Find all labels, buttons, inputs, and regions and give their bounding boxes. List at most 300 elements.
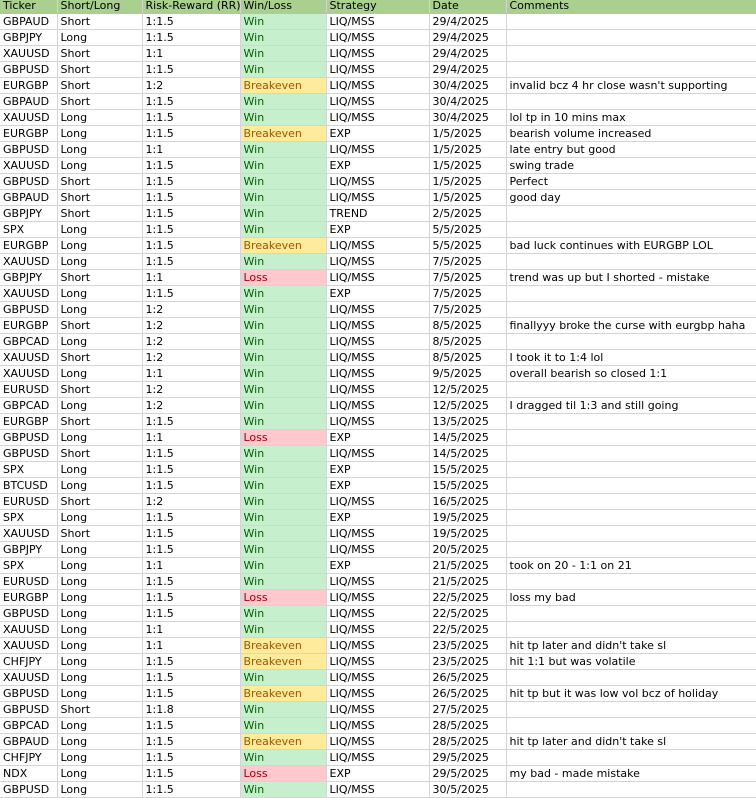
cell-short-long[interactable]: Short bbox=[57, 381, 142, 397]
cell-ticker[interactable]: GBPJPY bbox=[0, 541, 57, 557]
cell-risk-reward[interactable]: 1:1.5 bbox=[142, 285, 240, 301]
cell-date[interactable]: 21/5/2025 bbox=[429, 573, 506, 589]
cell-risk-reward[interactable]: 1:1.5 bbox=[142, 573, 240, 589]
cell-risk-reward[interactable]: 1:1.5 bbox=[142, 221, 240, 237]
cell-comment[interactable] bbox=[506, 461, 756, 477]
cell-risk-reward[interactable]: 1:1.5 bbox=[142, 109, 240, 125]
cell-win-loss[interactable]: Loss bbox=[240, 589, 326, 605]
cell-ticker[interactable]: GBPUSD bbox=[0, 173, 57, 189]
cell-date[interactable]: 23/5/2025 bbox=[429, 653, 506, 669]
cell-short-long[interactable]: Long bbox=[57, 653, 142, 669]
cell-risk-reward[interactable]: 1:2 bbox=[142, 397, 240, 413]
cell-date[interactable]: 2/5/2025 bbox=[429, 205, 506, 221]
cell-short-long[interactable]: Long bbox=[57, 461, 142, 477]
cell-ticker[interactable]: EURGBP bbox=[0, 77, 57, 93]
cell-comment[interactable]: finallyyy broke the curse with eurgbp haha bbox=[506, 317, 756, 333]
cell-short-long[interactable]: Short bbox=[57, 205, 142, 221]
cell-comment[interactable] bbox=[506, 541, 756, 557]
cell-date[interactable]: 1/5/2025 bbox=[429, 125, 506, 141]
cell-win-loss[interactable]: Breakeven bbox=[240, 653, 326, 669]
cell-comment[interactable] bbox=[506, 701, 756, 717]
cell-ticker[interactable]: SPX bbox=[0, 221, 57, 237]
cell-comment[interactable] bbox=[506, 445, 756, 461]
cell-date[interactable]: 26/5/2025 bbox=[429, 669, 506, 685]
cell-short-long[interactable]: Short bbox=[57, 349, 142, 365]
cell-date[interactable]: 7/5/2025 bbox=[429, 253, 506, 269]
cell-win-loss[interactable]: Loss bbox=[240, 429, 326, 445]
cell-win-loss[interactable]: Win bbox=[240, 285, 326, 301]
cell-win-loss[interactable]: Win bbox=[240, 781, 326, 797]
cell-risk-reward[interactable]: 1:2 bbox=[142, 381, 240, 397]
cell-win-loss[interactable]: Win bbox=[240, 301, 326, 317]
cell-short-long[interactable]: Long bbox=[57, 285, 142, 301]
cell-ticker[interactable]: GBPUSD bbox=[0, 605, 57, 621]
cell-date[interactable]: 26/5/2025 bbox=[429, 685, 506, 701]
cell-win-loss[interactable]: Loss bbox=[240, 269, 326, 285]
cell-short-long[interactable]: Long bbox=[57, 717, 142, 733]
cell-ticker[interactable]: GBPCAD bbox=[0, 717, 57, 733]
cell-ticker[interactable]: XAUUSD bbox=[0, 365, 57, 381]
cell-risk-reward[interactable]: 1:1 bbox=[142, 637, 240, 653]
cell-risk-reward[interactable]: 1:1 bbox=[142, 45, 240, 61]
cell-short-long[interactable]: Short bbox=[57, 45, 142, 61]
cell-risk-reward[interactable]: 1:2 bbox=[142, 301, 240, 317]
cell-ticker[interactable]: EURGBP bbox=[0, 589, 57, 605]
cell-win-loss[interactable]: Win bbox=[240, 621, 326, 637]
cell-date[interactable]: 22/5/2025 bbox=[429, 605, 506, 621]
cell-ticker[interactable]: GBPCAD bbox=[0, 397, 57, 413]
cell-comment[interactable] bbox=[506, 605, 756, 621]
cell-risk-reward[interactable]: 1:1.8 bbox=[142, 701, 240, 717]
cell-strategy[interactable]: LIQ/MSS bbox=[326, 525, 429, 541]
cell-date[interactable]: 14/5/2025 bbox=[429, 429, 506, 445]
cell-ticker[interactable]: GBPUSD bbox=[0, 445, 57, 461]
cell-strategy[interactable]: LIQ/MSS bbox=[326, 61, 429, 77]
cell-ticker[interactable]: NDX bbox=[0, 765, 57, 781]
cell-risk-reward[interactable]: 1:1.5 bbox=[142, 477, 240, 493]
cell-short-long[interactable]: Short bbox=[57, 317, 142, 333]
cell-ticker[interactable]: SPX bbox=[0, 461, 57, 477]
cell-risk-reward[interactable]: 1:1.5 bbox=[142, 589, 240, 605]
cell-comment[interactable] bbox=[506, 781, 756, 797]
cell-risk-reward[interactable]: 1:2 bbox=[142, 333, 240, 349]
cell-win-loss[interactable]: Win bbox=[240, 461, 326, 477]
cell-strategy[interactable]: LIQ/MSS bbox=[326, 397, 429, 413]
cell-strategy[interactable]: LIQ/MSS bbox=[326, 733, 429, 749]
cell-comment[interactable] bbox=[506, 573, 756, 589]
cell-short-long[interactable]: Long bbox=[57, 669, 142, 685]
cell-comment[interactable]: hit 1:1 but was volatile bbox=[506, 653, 756, 669]
cell-comment[interactable]: I took it to 1:4 lol bbox=[506, 349, 756, 365]
cell-comment[interactable]: bad luck continues with EURGBP LOL bbox=[506, 237, 756, 253]
cell-ticker[interactable]: GBPJPY bbox=[0, 29, 57, 45]
cell-date[interactable]: 29/4/2025 bbox=[429, 61, 506, 77]
cell-strategy[interactable]: EXP bbox=[326, 221, 429, 237]
cell-risk-reward[interactable]: 1:1.5 bbox=[142, 669, 240, 685]
cell-comment[interactable] bbox=[506, 333, 756, 349]
cell-short-long[interactable]: Short bbox=[57, 93, 142, 109]
cell-comment[interactable]: late entry but good bbox=[506, 141, 756, 157]
cell-risk-reward[interactable]: 1:1.5 bbox=[142, 173, 240, 189]
cell-ticker[interactable]: GBPAUD bbox=[0, 189, 57, 205]
cell-ticker[interactable]: GBPUSD bbox=[0, 141, 57, 157]
cell-risk-reward[interactable]: 1:1.5 bbox=[142, 205, 240, 221]
cell-date[interactable]: 5/5/2025 bbox=[429, 237, 506, 253]
cell-win-loss[interactable]: Win bbox=[240, 605, 326, 621]
cell-strategy[interactable]: LIQ/MSS bbox=[326, 653, 429, 669]
cell-comment[interactable]: swing trade bbox=[506, 157, 756, 173]
cell-ticker[interactable]: EURGBP bbox=[0, 237, 57, 253]
cell-date[interactable]: 7/5/2025 bbox=[429, 301, 506, 317]
cell-strategy[interactable]: LIQ/MSS bbox=[326, 29, 429, 45]
cell-date[interactable]: 22/5/2025 bbox=[429, 621, 506, 637]
cell-win-loss[interactable]: Win bbox=[240, 669, 326, 685]
cell-comment[interactable]: overall bearish so closed 1:1 bbox=[506, 365, 756, 381]
cell-short-long[interactable]: Short bbox=[57, 189, 142, 205]
cell-date[interactable]: 23/5/2025 bbox=[429, 637, 506, 653]
cell-risk-reward[interactable]: 1:2 bbox=[142, 349, 240, 365]
cell-date[interactable]: 15/5/2025 bbox=[429, 461, 506, 477]
header-risk-reward[interactable]: Risk-Reward (RR) bbox=[142, 0, 240, 13]
cell-ticker[interactable]: SPX bbox=[0, 557, 57, 573]
cell-risk-reward[interactable]: 1:1.5 bbox=[142, 237, 240, 253]
cell-ticker[interactable]: GBPUSD bbox=[0, 61, 57, 77]
cell-comment[interactable] bbox=[506, 477, 756, 493]
cell-strategy[interactable]: LIQ/MSS bbox=[326, 317, 429, 333]
cell-date[interactable]: 29/4/2025 bbox=[429, 45, 506, 61]
cell-comment[interactable] bbox=[506, 509, 756, 525]
cell-win-loss[interactable]: Win bbox=[240, 61, 326, 77]
cell-win-loss[interactable]: Win bbox=[240, 557, 326, 573]
cell-date[interactable]: 28/5/2025 bbox=[429, 717, 506, 733]
cell-short-long[interactable]: Short bbox=[57, 173, 142, 189]
cell-comment[interactable]: hit tp later and didn't take sl bbox=[506, 733, 756, 749]
cell-short-long[interactable]: Long bbox=[57, 125, 142, 141]
cell-risk-reward[interactable]: 1:1 bbox=[142, 365, 240, 381]
cell-comment[interactable] bbox=[506, 493, 756, 509]
cell-ticker[interactable]: XAUUSD bbox=[0, 45, 57, 61]
header-date[interactable]: Date bbox=[429, 0, 506, 13]
cell-short-long[interactable]: Short bbox=[57, 269, 142, 285]
cell-comment[interactable]: invalid bcz 4 hr close wasn't supporting bbox=[506, 77, 756, 93]
cell-risk-reward[interactable]: 1:1 bbox=[142, 429, 240, 445]
cell-short-long[interactable]: Long bbox=[57, 477, 142, 493]
cell-comment[interactable]: I dragged til 1:3 and still going bbox=[506, 397, 756, 413]
cell-win-loss[interactable]: Breakeven bbox=[240, 125, 326, 141]
cell-risk-reward[interactable]: 1:1.5 bbox=[142, 685, 240, 701]
cell-date[interactable]: 30/5/2025 bbox=[429, 781, 506, 797]
cell-win-loss[interactable]: Win bbox=[240, 541, 326, 557]
cell-date[interactable]: 7/5/2025 bbox=[429, 285, 506, 301]
cell-win-loss[interactable]: Breakeven bbox=[240, 237, 326, 253]
cell-date[interactable]: 9/5/2025 bbox=[429, 365, 506, 381]
cell-short-long[interactable]: Long bbox=[57, 685, 142, 701]
cell-date[interactable]: 1/5/2025 bbox=[429, 189, 506, 205]
cell-date[interactable]: 16/5/2025 bbox=[429, 493, 506, 509]
cell-short-long[interactable]: Short bbox=[57, 13, 142, 29]
cell-date[interactable]: 30/4/2025 bbox=[429, 77, 506, 93]
cell-comment[interactable]: trend was up but I shorted - mistake bbox=[506, 269, 756, 285]
cell-risk-reward[interactable]: 1:1.5 bbox=[142, 605, 240, 621]
cell-win-loss[interactable]: Win bbox=[240, 397, 326, 413]
cell-risk-reward[interactable]: 1:1.5 bbox=[142, 29, 240, 45]
cell-comment[interactable] bbox=[506, 29, 756, 45]
cell-win-loss[interactable]: Win bbox=[240, 349, 326, 365]
header-strategy[interactable]: Strategy bbox=[326, 0, 429, 13]
cell-date[interactable]: 29/5/2025 bbox=[429, 765, 506, 781]
cell-risk-reward[interactable]: 1:1.5 bbox=[142, 717, 240, 733]
cell-ticker[interactable]: GBPAUD bbox=[0, 13, 57, 29]
cell-risk-reward[interactable]: 1:2 bbox=[142, 77, 240, 93]
cell-date[interactable]: 8/5/2025 bbox=[429, 317, 506, 333]
cell-strategy[interactable]: EXP bbox=[326, 285, 429, 301]
cell-strategy[interactable]: LIQ/MSS bbox=[326, 541, 429, 557]
cell-strategy[interactable]: LIQ/MSS bbox=[326, 589, 429, 605]
cell-date[interactable]: 29/4/2025 bbox=[429, 13, 506, 29]
cell-win-loss[interactable]: Breakeven bbox=[240, 637, 326, 653]
cell-short-long[interactable]: Long bbox=[57, 221, 142, 237]
cell-short-long[interactable]: Long bbox=[57, 749, 142, 765]
cell-ticker[interactable]: EURUSD bbox=[0, 573, 57, 589]
cell-short-long[interactable]: Long bbox=[57, 333, 142, 349]
cell-comment[interactable] bbox=[506, 525, 756, 541]
cell-date[interactable]: 19/5/2025 bbox=[429, 525, 506, 541]
cell-strategy[interactable]: LIQ/MSS bbox=[326, 13, 429, 29]
cell-date[interactable]: 8/5/2025 bbox=[429, 333, 506, 349]
cell-risk-reward[interactable]: 1:1.5 bbox=[142, 653, 240, 669]
cell-comment[interactable] bbox=[506, 13, 756, 29]
cell-date[interactable]: 30/4/2025 bbox=[429, 109, 506, 125]
cell-risk-reward[interactable]: 1:1.5 bbox=[142, 525, 240, 541]
header-win-loss[interactable]: Win/Loss bbox=[240, 0, 326, 13]
cell-strategy[interactable]: TREND bbox=[326, 205, 429, 221]
cell-strategy[interactable]: EXP bbox=[326, 509, 429, 525]
cell-short-long[interactable]: Long bbox=[57, 557, 142, 573]
cell-win-loss[interactable]: Win bbox=[240, 205, 326, 221]
cell-strategy[interactable]: LIQ/MSS bbox=[326, 93, 429, 109]
cell-date[interactable]: 30/4/2025 bbox=[429, 93, 506, 109]
cell-risk-reward[interactable]: 1:1.5 bbox=[142, 253, 240, 269]
cell-ticker[interactable]: GBPUSD bbox=[0, 301, 57, 317]
cell-strategy[interactable]: LIQ/MSS bbox=[326, 621, 429, 637]
cell-win-loss[interactable]: Win bbox=[240, 253, 326, 269]
cell-strategy[interactable]: LIQ/MSS bbox=[326, 605, 429, 621]
cell-date[interactable]: 1/5/2025 bbox=[429, 141, 506, 157]
cell-risk-reward[interactable]: 1:1.5 bbox=[142, 509, 240, 525]
cell-comment[interactable]: lol tp in 10 mins max bbox=[506, 109, 756, 125]
cell-risk-reward[interactable]: 1:1 bbox=[142, 141, 240, 157]
cell-strategy[interactable]: LIQ/MSS bbox=[326, 717, 429, 733]
cell-comment[interactable]: hit tp later and didn't take sl bbox=[506, 637, 756, 653]
cell-short-long[interactable]: Long bbox=[57, 781, 142, 797]
cell-strategy[interactable]: LIQ/MSS bbox=[326, 573, 429, 589]
cell-strategy[interactable]: EXP bbox=[326, 125, 429, 141]
cell-win-loss[interactable]: Win bbox=[240, 189, 326, 205]
cell-win-loss[interactable]: Win bbox=[240, 221, 326, 237]
cell-win-loss[interactable]: Win bbox=[240, 509, 326, 525]
cell-win-loss[interactable]: Win bbox=[240, 157, 326, 173]
cell-short-long[interactable]: Short bbox=[57, 77, 142, 93]
cell-short-long[interactable]: Long bbox=[57, 589, 142, 605]
cell-risk-reward[interactable]: 1:1.5 bbox=[142, 125, 240, 141]
cell-strategy[interactable]: LIQ/MSS bbox=[326, 349, 429, 365]
cell-win-loss[interactable]: Win bbox=[240, 93, 326, 109]
cell-comment[interactable] bbox=[506, 621, 756, 637]
cell-strategy[interactable]: EXP bbox=[326, 557, 429, 573]
cell-ticker[interactable]: XAUUSD bbox=[0, 525, 57, 541]
cell-date[interactable]: 20/5/2025 bbox=[429, 541, 506, 557]
cell-win-loss[interactable]: Win bbox=[240, 365, 326, 381]
cell-short-long[interactable]: Long bbox=[57, 573, 142, 589]
cell-strategy[interactable]: LIQ/MSS bbox=[326, 173, 429, 189]
cell-ticker[interactable]: GBPJPY bbox=[0, 269, 57, 285]
cell-ticker[interactable]: GBPUSD bbox=[0, 701, 57, 717]
cell-comment[interactable]: loss my bad bbox=[506, 589, 756, 605]
cell-ticker[interactable]: GBPJPY bbox=[0, 205, 57, 221]
cell-win-loss[interactable]: Win bbox=[240, 525, 326, 541]
cell-comment[interactable] bbox=[506, 413, 756, 429]
cell-comment[interactable] bbox=[506, 93, 756, 109]
cell-risk-reward[interactable]: 1:1.5 bbox=[142, 61, 240, 77]
cell-strategy[interactable]: LIQ/MSS bbox=[326, 701, 429, 717]
cell-strategy[interactable]: LIQ/MSS bbox=[326, 253, 429, 269]
cell-strategy[interactable]: LIQ/MSS bbox=[326, 77, 429, 93]
cell-ticker[interactable]: EURGBP bbox=[0, 125, 57, 141]
cell-short-long[interactable]: Long bbox=[57, 141, 142, 157]
cell-comment[interactable] bbox=[506, 205, 756, 221]
cell-short-long[interactable]: Short bbox=[57, 493, 142, 509]
cell-ticker[interactable]: XAUUSD bbox=[0, 253, 57, 269]
cell-win-loss[interactable]: Win bbox=[240, 749, 326, 765]
header-ticker[interactable]: Ticker bbox=[0, 0, 57, 13]
cell-ticker[interactable]: XAUUSD bbox=[0, 285, 57, 301]
cell-risk-reward[interactable]: 1:1 bbox=[142, 269, 240, 285]
cell-short-long[interactable]: Long bbox=[57, 509, 142, 525]
cell-risk-reward[interactable]: 1:1.5 bbox=[142, 157, 240, 173]
cell-risk-reward[interactable]: 1:1.5 bbox=[142, 749, 240, 765]
cell-date[interactable]: 27/5/2025 bbox=[429, 701, 506, 717]
cell-strategy[interactable]: LIQ/MSS bbox=[326, 493, 429, 509]
cell-win-loss[interactable]: Breakeven bbox=[240, 685, 326, 701]
cell-strategy[interactable]: LIQ/MSS bbox=[326, 45, 429, 61]
cell-win-loss[interactable]: Breakeven bbox=[240, 77, 326, 93]
cell-ticker[interactable]: BTCUSD bbox=[0, 477, 57, 493]
cell-short-long[interactable]: Long bbox=[57, 541, 142, 557]
cell-risk-reward[interactable]: 1:1.5 bbox=[142, 781, 240, 797]
cell-short-long[interactable]: Long bbox=[57, 765, 142, 781]
cell-strategy[interactable]: EXP bbox=[326, 477, 429, 493]
cell-short-long[interactable]: Long bbox=[57, 621, 142, 637]
cell-win-loss[interactable]: Win bbox=[240, 493, 326, 509]
cell-strategy[interactable]: EXP bbox=[326, 765, 429, 781]
cell-win-loss[interactable]: Win bbox=[240, 317, 326, 333]
cell-strategy[interactable]: LIQ/MSS bbox=[326, 413, 429, 429]
cell-short-long[interactable]: Long bbox=[57, 429, 142, 445]
cell-date[interactable]: 12/5/2025 bbox=[429, 397, 506, 413]
cell-comment[interactable]: took on 20 - 1:1 on 21 bbox=[506, 557, 756, 573]
cell-strategy[interactable]: EXP bbox=[326, 429, 429, 445]
cell-ticker[interactable]: EURGBP bbox=[0, 413, 57, 429]
cell-win-loss[interactable]: Win bbox=[240, 173, 326, 189]
cell-win-loss[interactable]: Win bbox=[240, 413, 326, 429]
cell-risk-reward[interactable]: 1:1 bbox=[142, 557, 240, 573]
cell-date[interactable]: 1/5/2025 bbox=[429, 173, 506, 189]
cell-comment[interactable] bbox=[506, 221, 756, 237]
cell-comment[interactable]: my bad - made mistake bbox=[506, 765, 756, 781]
cell-ticker[interactable]: GBPAUD bbox=[0, 93, 57, 109]
cell-risk-reward[interactable]: 1:1.5 bbox=[142, 445, 240, 461]
cell-date[interactable]: 15/5/2025 bbox=[429, 477, 506, 493]
cell-risk-reward[interactable]: 1:2 bbox=[142, 317, 240, 333]
cell-win-loss[interactable]: Win bbox=[240, 477, 326, 493]
cell-comment[interactable]: hit tp but it was low vol bcz of holiday bbox=[506, 685, 756, 701]
cell-ticker[interactable]: XAUUSD bbox=[0, 349, 57, 365]
cell-strategy[interactable]: LIQ/MSS bbox=[326, 333, 429, 349]
cell-strategy[interactable]: LIQ/MSS bbox=[326, 301, 429, 317]
cell-short-long[interactable]: Long bbox=[57, 301, 142, 317]
cell-comment[interactable] bbox=[506, 285, 756, 301]
cell-short-long[interactable]: Long bbox=[57, 109, 142, 125]
cell-win-loss[interactable]: Win bbox=[240, 13, 326, 29]
cell-short-long[interactable]: Long bbox=[57, 253, 142, 269]
cell-win-loss[interactable]: Win bbox=[240, 445, 326, 461]
cell-win-loss[interactable]: Win bbox=[240, 29, 326, 45]
cell-win-loss[interactable]: Win bbox=[240, 45, 326, 61]
cell-win-loss[interactable]: Win bbox=[240, 717, 326, 733]
cell-strategy[interactable]: LIQ/MSS bbox=[326, 237, 429, 253]
cell-strategy[interactable]: LIQ/MSS bbox=[326, 189, 429, 205]
cell-comment[interactable] bbox=[506, 717, 756, 733]
cell-date[interactable]: 28/5/2025 bbox=[429, 733, 506, 749]
cell-risk-reward[interactable]: 1:1.5 bbox=[142, 93, 240, 109]
cell-date[interactable]: 1/5/2025 bbox=[429, 157, 506, 173]
cell-short-long[interactable]: Long bbox=[57, 637, 142, 653]
cell-date[interactable]: 21/5/2025 bbox=[429, 557, 506, 573]
cell-ticker[interactable]: XAUUSD bbox=[0, 637, 57, 653]
cell-strategy[interactable]: LIQ/MSS bbox=[326, 637, 429, 653]
cell-short-long[interactable]: Long bbox=[57, 237, 142, 253]
cell-win-loss[interactable]: Win bbox=[240, 573, 326, 589]
cell-ticker[interactable]: GBPCAD bbox=[0, 333, 57, 349]
cell-win-loss[interactable]: Win bbox=[240, 333, 326, 349]
cell-strategy[interactable]: LIQ/MSS bbox=[326, 365, 429, 381]
cell-comment[interactable]: Perfect bbox=[506, 173, 756, 189]
cell-strategy[interactable]: EXP bbox=[326, 461, 429, 477]
cell-comment[interactable] bbox=[506, 45, 756, 61]
cell-ticker[interactable]: CHFJPY bbox=[0, 749, 57, 765]
cell-date[interactable]: 5/5/2025 bbox=[429, 221, 506, 237]
cell-strategy[interactable]: LIQ/MSS bbox=[326, 685, 429, 701]
cell-win-loss[interactable]: Win bbox=[240, 701, 326, 717]
cell-ticker[interactable]: GBPAUD bbox=[0, 733, 57, 749]
header-comments[interactable]: Comments bbox=[506, 0, 756, 13]
cell-ticker[interactable]: XAUUSD bbox=[0, 669, 57, 685]
cell-date[interactable]: 14/5/2025 bbox=[429, 445, 506, 461]
cell-date[interactable]: 7/5/2025 bbox=[429, 269, 506, 285]
cell-date[interactable]: 29/5/2025 bbox=[429, 749, 506, 765]
cell-strategy[interactable]: LIQ/MSS bbox=[326, 749, 429, 765]
cell-ticker[interactable]: XAUUSD bbox=[0, 109, 57, 125]
cell-date[interactable]: 29/4/2025 bbox=[429, 29, 506, 45]
cell-strategy[interactable]: LIQ/MSS bbox=[326, 269, 429, 285]
cell-comment[interactable]: good day bbox=[506, 189, 756, 205]
cell-risk-reward[interactable]: 1:1.5 bbox=[142, 461, 240, 477]
cell-short-long[interactable]: Long bbox=[57, 157, 142, 173]
cell-short-long[interactable]: Short bbox=[57, 61, 142, 77]
cell-short-long[interactable]: Long bbox=[57, 29, 142, 45]
cell-strategy[interactable]: LIQ/MSS bbox=[326, 141, 429, 157]
cell-win-loss[interactable]: Loss bbox=[240, 765, 326, 781]
